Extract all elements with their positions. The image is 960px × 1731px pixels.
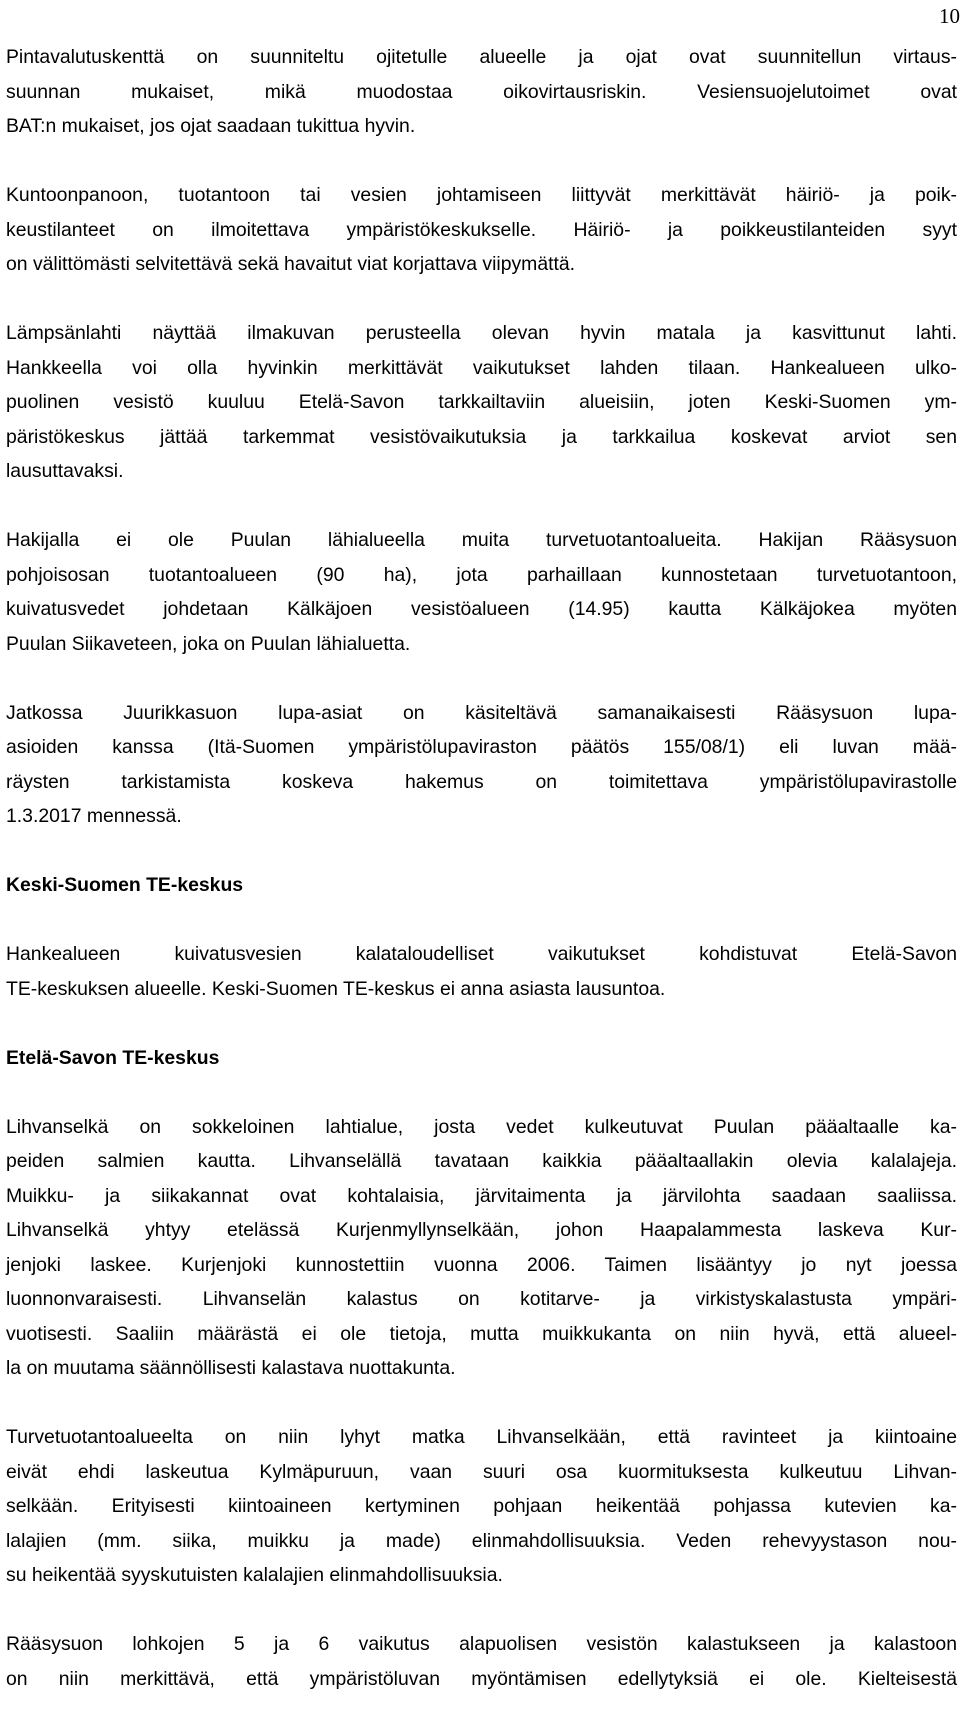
text-line: Hankkeella voi olla hyvinkin merkittävät vaikutukset lahden tilaan. Hankealueen ulko- [6,356,957,379]
document-body [6,40,957,1731]
paragraph [6,40,957,144]
text-line: Jatkossa Juurikkasuon lupa-asiat on käsiteltävä samanaikaisesti Rääsysuon lupa- [6,701,957,724]
text-line: TE-keskuksen alueelle. Keski-Suomen TE-keskus ei anna asiasta lausuntoa. [6,977,666,1000]
text-line: Puulan Siikaveteen, joka on Puulan lähialuetta. [6,632,411,655]
paragraph [6,1627,957,1696]
text-line: lalajien (mm. siika, muikku ja made) elinmahdollisuuksia. Veden rehevyystason nou- [6,1529,957,1552]
paragraph [6,523,957,661]
text-line: Hakijalla ei ole Puulan lähialueella muita turvetuotantoalueita. Hakijan Rääsysuon [6,529,957,551]
text-line: suunnan mukaiset, mikä muodostaa oikovirtausriskin. Vesiensuojelutoimet ovat [6,80,957,103]
text-line: selkään. Erityisesti kiintoaineen kertyminen pohjaan heikentää pohjassa kutevien ka- [6,1495,957,1517]
text-line: Lihvanselkä on sokkeloinen lahtialue, josta vedet kulkeutuvat Puulan pääaltaalle ka- [6,1115,957,1138]
text-line: lausuttavaksi. [6,460,124,482]
text-line: asioiden kanssa (Itä-Suomen ympäristölupaviraston päätös 155/08/1) eli luvan mää- [6,736,957,758]
text-line: pohjoisosan tuotantoalueen (90 ha), jota parhaillaan kunnostetaan turvetuotantoon, [6,563,957,586]
text-line: keustilanteet on ilmoitettava ympäristökeskukselle. Häiriö- ja poikkeustilanteiden syyt [6,218,957,241]
text-line: Hankealueen kuivatusvesien kalataloudelliset vaikutukset kohdistuvat Etelä-Savon [6,943,957,965]
paragraph [6,1420,957,1593]
text-line: Pintavalutuskenttä on suunniteltu ojitetulle alueelle ja ojat ovat suunnitellun virtaus- [6,46,957,68]
text-line: eivät ehdi laskeutua Kylmäpuruun, vaan suuri osa kuormituksesta kulkeutuu Lihvan- [6,1460,957,1483]
text-line: kuivatusvedet johdetaan Kälkäjoen vesistöalueen (14.95) kautta Kälkäjokea myöten [6,598,957,620]
text-line: la on muutama säännöllisesti kalastava nuottakunta. [6,1357,456,1379]
text-line: Lihvanselkä yhtyy etelässä Kurjenmyllynselkään, johon Haapalammesta laskeva Kur- [6,1219,957,1241]
text-line: on niin merkittävä, että ympäristöluvan myöntämisen edellytyksiä ei ole. Kielteisestä [6,1667,957,1690]
section-heading: Keski-Suomen TE-keskus [6,874,244,896]
text-line: Kuntoonpanoon, tuotantoon tai vesien johtamiseen liittyvät merkittävät häiriö- ja poik- [6,184,957,206]
text-line: räysten tarkistamista koskeva hakemus on toimitettava ympäristölupavirastolle [6,770,957,793]
text-line: BAT:n mukaiset, jos ojat saadaan tukittua hyvin. [6,115,416,137]
text-line: luonnonvaraisesti. Lihvanselän kalastus on kotitarve- ja virkistyskalastusta ympäri- [6,1288,957,1310]
paragraph [6,937,957,1006]
text-line: vuotisesti. Saaliin määrästä ei ole tietoja, mutta muikkukanta on niin hyvä, että alueel- [6,1322,957,1345]
text-line: Turvetuotantoalueelta on niin lyhyt matka Lihvanselkään, että ravinteet ja kiintoaine [6,1426,957,1448]
paragraph [6,1110,957,1386]
text-line: Lämpsänlahti näyttää ilmakuvan perusteella olevan hyvin matala ja kasvittunut lahti. [6,322,957,344]
text-line: päristökeskus jättää tarkemmat vesistövaikutuksia ja tarkkailua koskevat arviot sen [6,425,957,448]
text-line: Rääsysuon lohkojen 5 ja 6 vaikutus alapuolisen vesistön kalastukseen ja kalastoon [6,1633,957,1655]
text-line: Muikku- ja siikakannat ovat kohtalaisia, järvitaimenta ja järvilohta saadaan saaliissa. [6,1184,957,1207]
text-line: puolinen vesistö kuuluu Etelä-Savon tarkkailtaviin alueisiin, joten Keski-Suomen ym- [6,391,957,413]
text-line: on välittömästi selvitettävä sekä havaitut viat korjattava viipymättä. [6,253,576,275]
text-line: peiden salmien kautta. Lihvanselällä tavataan kaikkia pääaltaallakin olevia kalalajeja. [6,1150,957,1172]
paragraph [6,178,957,282]
paragraph [6,696,957,834]
page-number: 10 [939,4,960,28]
text-line: jenjoki laskee. Kurjenjoki kunnostettiin vuonna 2006. Taimen lisääntyy jo nyt joessa [6,1253,957,1276]
text-line: su heikentää syyskutuisten kalalajien elinmahdollisuuksia. [6,1564,503,1586]
text-line: 1.3.2017 mennessä. [6,805,182,827]
paragraph [6,316,957,489]
section-heading: Etelä-Savon TE-keskus [6,1046,220,1069]
